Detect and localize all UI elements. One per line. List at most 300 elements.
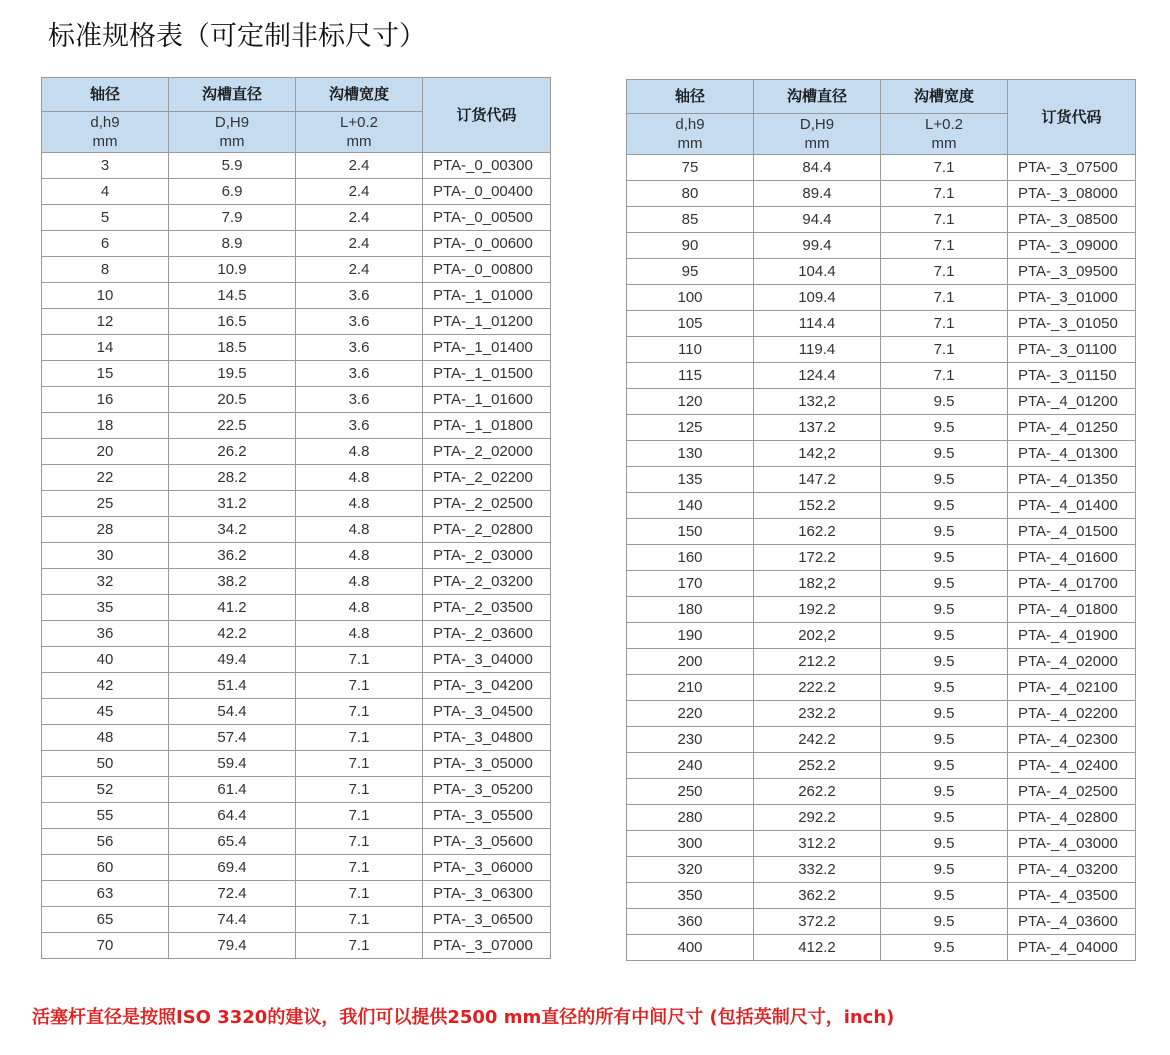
groove-width-cell: 7.1 bbox=[296, 699, 423, 725]
shaft-diameter-cell: 95 bbox=[627, 259, 754, 285]
shaft-diameter-unit: d,h9 mm bbox=[627, 114, 754, 155]
shaft-diameter-cell: 18 bbox=[42, 413, 169, 439]
groove-width-cell: 2.4 bbox=[296, 153, 423, 179]
groove-diameter-cell: 252.2 bbox=[754, 753, 881, 779]
order-code-cell: PTA-_4_01800 bbox=[1008, 597, 1136, 623]
shaft-diameter-cell: 350 bbox=[627, 883, 754, 909]
shaft-diameter-cell: 160 bbox=[627, 545, 754, 571]
order-code-cell: PTA-_2_03000 bbox=[423, 543, 551, 569]
order-code-cell: PTA-_3_01050 bbox=[1008, 311, 1136, 337]
table-row bbox=[42, 413, 551, 439]
table-row bbox=[42, 725, 551, 751]
groove-width-cell: 4.8 bbox=[296, 595, 423, 621]
groove-diameter-cell: 412.2 bbox=[754, 935, 881, 961]
shaft-diameter-cell: 15 bbox=[42, 361, 169, 387]
groove-diameter-cell: 94.4 bbox=[754, 207, 881, 233]
footnote: 活塞杆直径是按照ISO 3320的建议，我们可以提供2500 mm直径的所有中间尺寸 (包括英制尺寸，inch) bbox=[32, 1007, 895, 1028]
shaft-diameter-cell: 55 bbox=[42, 803, 169, 829]
order-code-cell: PTA-_2_02200 bbox=[423, 465, 551, 491]
table-row bbox=[42, 829, 551, 855]
table-row bbox=[627, 831, 1136, 857]
table-row bbox=[627, 285, 1136, 311]
groove-width-cell: 7.1 bbox=[296, 725, 423, 751]
table-row bbox=[42, 907, 551, 933]
order-code-cell: PTA-_4_02000 bbox=[1008, 649, 1136, 675]
order-code-cell: PTA-_4_01250 bbox=[1008, 415, 1136, 441]
table-row bbox=[627, 753, 1136, 779]
order-code-cell: PTA-_3_06000 bbox=[423, 855, 551, 881]
groove-width-header: 沟槽宽度 bbox=[881, 80, 1008, 114]
groove-diameter-cell: 372.2 bbox=[754, 909, 881, 935]
groove-diameter-cell: 142,2 bbox=[754, 441, 881, 467]
table-row bbox=[627, 441, 1136, 467]
table-row bbox=[42, 803, 551, 829]
groove-width-cell: 7.1 bbox=[296, 881, 423, 907]
groove-width-cell: 3.6 bbox=[296, 361, 423, 387]
groove-width-cell: 9.5 bbox=[881, 623, 1008, 649]
shaft-diameter-cell: 10 bbox=[42, 283, 169, 309]
groove-width-cell: 9.5 bbox=[881, 935, 1008, 961]
table-row bbox=[42, 179, 551, 205]
groove-width-cell: 9.5 bbox=[881, 389, 1008, 415]
shaft-diameter-cell: 200 bbox=[627, 649, 754, 675]
groove-diameter-cell: 137.2 bbox=[754, 415, 881, 441]
shaft-diameter-cell: 75 bbox=[627, 155, 754, 181]
table-row bbox=[42, 231, 551, 257]
shaft-diameter-cell: 240 bbox=[627, 753, 754, 779]
table-row bbox=[42, 621, 551, 647]
groove-diameter-cell: 57.4 bbox=[169, 725, 296, 751]
table-row bbox=[42, 335, 551, 361]
table-row bbox=[627, 389, 1136, 415]
groove-width-cell: 4.8 bbox=[296, 491, 423, 517]
table-row bbox=[627, 701, 1136, 727]
shaft-diameter-cell: 250 bbox=[627, 779, 754, 805]
groove-width-cell: 7.1 bbox=[881, 363, 1008, 389]
groove-width-cell: 9.5 bbox=[881, 909, 1008, 935]
shaft-diameter-cell: 280 bbox=[627, 805, 754, 831]
table-row bbox=[627, 649, 1136, 675]
shaft-diameter-cell: 32 bbox=[42, 569, 169, 595]
order-code-cell: PTA-_4_01350 bbox=[1008, 467, 1136, 493]
table-row bbox=[42, 569, 551, 595]
groove-width-cell: 3.6 bbox=[296, 335, 423, 361]
groove-diameter-cell: 192.2 bbox=[754, 597, 881, 623]
groove-width-cell: 9.5 bbox=[881, 831, 1008, 857]
groove-diameter-cell: 49.4 bbox=[169, 647, 296, 673]
order-code-header: 订货代码 bbox=[423, 78, 551, 153]
table-row bbox=[42, 543, 551, 569]
shaft-diameter-cell: 28 bbox=[42, 517, 169, 543]
table-row bbox=[42, 933, 551, 959]
order-code-cell: PTA-_4_01500 bbox=[1008, 519, 1136, 545]
order-code-cell: PTA-_1_01000 bbox=[423, 283, 551, 309]
shaft-diameter-cell: 56 bbox=[42, 829, 169, 855]
order-code-cell: PTA-_3_06500 bbox=[423, 907, 551, 933]
table-row bbox=[627, 415, 1136, 441]
order-code-cell: PTA-_3_01100 bbox=[1008, 337, 1136, 363]
shaft-diameter-cell: 135 bbox=[627, 467, 754, 493]
groove-width-cell: 7.1 bbox=[881, 233, 1008, 259]
groove-width-cell: 3.6 bbox=[296, 309, 423, 335]
table-row bbox=[627, 519, 1136, 545]
shaft-diameter-cell: 190 bbox=[627, 623, 754, 649]
groove-diameter-cell: 64.4 bbox=[169, 803, 296, 829]
shaft-diameter-cell: 180 bbox=[627, 597, 754, 623]
groove-width-cell: 3.6 bbox=[296, 283, 423, 309]
table-row bbox=[42, 153, 551, 179]
groove-width-cell: 9.5 bbox=[881, 727, 1008, 753]
table-row bbox=[627, 779, 1136, 805]
groove-width-cell: 7.1 bbox=[296, 673, 423, 699]
order-code-cell: PTA-_2_02800 bbox=[423, 517, 551, 543]
groove-width-cell: 7.1 bbox=[881, 259, 1008, 285]
table-row bbox=[42, 491, 551, 517]
shaft-diameter-cell: 6 bbox=[42, 231, 169, 257]
table-row bbox=[627, 675, 1136, 701]
groove-diameter-cell: 172.2 bbox=[754, 545, 881, 571]
groove-diameter-cell: 124.4 bbox=[754, 363, 881, 389]
groove-width-header: 沟槽宽度 bbox=[296, 78, 423, 112]
groove-diameter-cell: 109.4 bbox=[754, 285, 881, 311]
order-code-cell: PTA-_3_08500 bbox=[1008, 207, 1136, 233]
groove-width-cell: 9.5 bbox=[881, 519, 1008, 545]
groove-diameter-header: 沟槽直径 bbox=[754, 80, 881, 114]
order-code-cell: PTA-_3_08000 bbox=[1008, 181, 1136, 207]
groove-width-cell: 9.5 bbox=[881, 571, 1008, 597]
groove-width-unit: L+0.2 mm bbox=[881, 114, 1008, 155]
shaft-diameter-cell: 63 bbox=[42, 881, 169, 907]
order-code-cell: PTA-_2_03600 bbox=[423, 621, 551, 647]
groove-diameter-cell: 72.4 bbox=[169, 881, 296, 907]
groove-width-cell: 4.8 bbox=[296, 439, 423, 465]
shaft-diameter-cell: 100 bbox=[627, 285, 754, 311]
shaft-diameter-unit: d,h9 mm bbox=[42, 112, 169, 153]
shaft-diameter-cell: 85 bbox=[627, 207, 754, 233]
table-row bbox=[42, 439, 551, 465]
groove-diameter-cell: 14.5 bbox=[169, 283, 296, 309]
order-code-cell: PTA-_4_01400 bbox=[1008, 493, 1136, 519]
order-code-cell: PTA-_3_05600 bbox=[423, 829, 551, 855]
groove-width-cell: 9.5 bbox=[881, 857, 1008, 883]
groove-width-cell: 7.1 bbox=[296, 647, 423, 673]
shaft-diameter-cell: 52 bbox=[42, 777, 169, 803]
groove-diameter-cell: 28.2 bbox=[169, 465, 296, 491]
shaft-diameter-cell: 48 bbox=[42, 725, 169, 751]
shaft-diameter-header: 轴径 bbox=[627, 80, 754, 114]
groove-width-cell: 3.6 bbox=[296, 387, 423, 413]
groove-diameter-cell: 212.2 bbox=[754, 649, 881, 675]
groove-diameter-cell: 19.5 bbox=[169, 361, 296, 387]
shaft-diameter-cell: 150 bbox=[627, 519, 754, 545]
groove-diameter-cell: 119.4 bbox=[754, 337, 881, 363]
groove-width-cell: 7.1 bbox=[296, 907, 423, 933]
table-row bbox=[42, 387, 551, 413]
table-row bbox=[627, 337, 1136, 363]
table-row bbox=[627, 467, 1136, 493]
order-code-cell: PTA-_4_01300 bbox=[1008, 441, 1136, 467]
shaft-diameter-cell: 170 bbox=[627, 571, 754, 597]
groove-width-cell: 9.5 bbox=[881, 649, 1008, 675]
order-code-cell: PTA-_0_00500 bbox=[423, 205, 551, 231]
shaft-diameter-cell: 210 bbox=[627, 675, 754, 701]
groove-width-cell: 7.1 bbox=[296, 803, 423, 829]
order-code-cell: PTA-_4_02500 bbox=[1008, 779, 1136, 805]
shaft-diameter-cell: 300 bbox=[627, 831, 754, 857]
groove-diameter-cell: 104.4 bbox=[754, 259, 881, 285]
table-row bbox=[627, 259, 1136, 285]
groove-diameter-cell: 36.2 bbox=[169, 543, 296, 569]
groove-width-cell: 9.5 bbox=[881, 545, 1008, 571]
groove-diameter-cell: 162.2 bbox=[754, 519, 881, 545]
shaft-diameter-cell: 12 bbox=[42, 309, 169, 335]
shaft-diameter-cell: 400 bbox=[627, 935, 754, 961]
groove-width-cell: 9.5 bbox=[881, 805, 1008, 831]
groove-width-cell: 4.8 bbox=[296, 465, 423, 491]
groove-width-cell: 9.5 bbox=[881, 467, 1008, 493]
groove-width-cell: 4.8 bbox=[296, 543, 423, 569]
groove-diameter-cell: 20.5 bbox=[169, 387, 296, 413]
shaft-diameter-cell: 36 bbox=[42, 621, 169, 647]
table-row bbox=[627, 155, 1136, 181]
table-row bbox=[627, 909, 1136, 935]
order-code-cell: PTA-_4_02400 bbox=[1008, 753, 1136, 779]
table-row bbox=[627, 233, 1136, 259]
groove-width-cell: 7.1 bbox=[881, 337, 1008, 363]
order-code-cell: PTA-_3_04200 bbox=[423, 673, 551, 699]
groove-diameter-cell: 99.4 bbox=[754, 233, 881, 259]
shaft-diameter-cell: 115 bbox=[627, 363, 754, 389]
order-code-cell: PTA-_4_03600 bbox=[1008, 909, 1136, 935]
shaft-diameter-cell: 230 bbox=[627, 727, 754, 753]
shaft-diameter-cell: 8 bbox=[42, 257, 169, 283]
groove-diameter-cell: 147.2 bbox=[754, 467, 881, 493]
shaft-diameter-cell: 35 bbox=[42, 595, 169, 621]
groove-diameter-cell: 362.2 bbox=[754, 883, 881, 909]
order-code-cell: PTA-_4_01200 bbox=[1008, 389, 1136, 415]
table-row bbox=[42, 283, 551, 309]
table-row bbox=[627, 311, 1136, 337]
order-code-cell: PTA-_1_01800 bbox=[423, 413, 551, 439]
shaft-diameter-cell: 90 bbox=[627, 233, 754, 259]
table-row bbox=[627, 727, 1136, 753]
table-row bbox=[42, 777, 551, 803]
order-code-cell: PTA-_4_03000 bbox=[1008, 831, 1136, 857]
groove-diameter-cell: 5.9 bbox=[169, 153, 296, 179]
table-row bbox=[42, 647, 551, 673]
table-row bbox=[42, 855, 551, 881]
groove-diameter-cell: 61.4 bbox=[169, 777, 296, 803]
shaft-diameter-cell: 125 bbox=[627, 415, 754, 441]
groove-diameter-cell: 132,2 bbox=[754, 389, 881, 415]
groove-diameter-cell: 242.2 bbox=[754, 727, 881, 753]
groove-width-cell: 9.5 bbox=[881, 415, 1008, 441]
shaft-diameter-cell: 50 bbox=[42, 751, 169, 777]
order-code-cell: PTA-_4_01700 bbox=[1008, 571, 1136, 597]
shaft-diameter-cell: 60 bbox=[42, 855, 169, 881]
groove-diameter-cell: 7.9 bbox=[169, 205, 296, 231]
page-title: 标准规格表（可定制非标尺寸） bbox=[48, 21, 426, 52]
order-code-cell: PTA-_3_09000 bbox=[1008, 233, 1136, 259]
groove-diameter-cell: 292.2 bbox=[754, 805, 881, 831]
groove-width-cell: 7.1 bbox=[881, 285, 1008, 311]
order-code-cell: PTA-_2_02000 bbox=[423, 439, 551, 465]
order-code-cell: PTA-_4_02200 bbox=[1008, 701, 1136, 727]
order-code-cell: PTA-_3_07000 bbox=[423, 933, 551, 959]
groove-width-cell: 7.1 bbox=[296, 855, 423, 881]
shaft-diameter-cell: 30 bbox=[42, 543, 169, 569]
shaft-diameter-cell: 20 bbox=[42, 439, 169, 465]
shaft-diameter-cell: 360 bbox=[627, 909, 754, 935]
order-code-cell: PTA-_1_01200 bbox=[423, 309, 551, 335]
groove-diameter-cell: 26.2 bbox=[169, 439, 296, 465]
groove-diameter-cell: 232.2 bbox=[754, 701, 881, 727]
groove-diameter-cell: 182,2 bbox=[754, 571, 881, 597]
order-code-cell: PTA-_4_03200 bbox=[1008, 857, 1136, 883]
table-row bbox=[42, 673, 551, 699]
groove-diameter-cell: 8.9 bbox=[169, 231, 296, 257]
order-code-header: 订货代码 bbox=[1008, 80, 1136, 155]
groove-diameter-header: 沟槽直径 bbox=[169, 78, 296, 112]
groove-diameter-cell: 22.5 bbox=[169, 413, 296, 439]
table-row bbox=[627, 883, 1136, 909]
groove-diameter-cell: 202,2 bbox=[754, 623, 881, 649]
order-code-cell: PTA-_3_09500 bbox=[1008, 259, 1136, 285]
table-row bbox=[42, 517, 551, 543]
groove-diameter-cell: 16.5 bbox=[169, 309, 296, 335]
table-row bbox=[42, 309, 551, 335]
shaft-diameter-cell: 14 bbox=[42, 335, 169, 361]
groove-diameter-cell: 6.9 bbox=[169, 179, 296, 205]
shaft-diameter-cell: 4 bbox=[42, 179, 169, 205]
shaft-diameter-header: 轴径 bbox=[42, 78, 169, 112]
groove-width-cell: 9.5 bbox=[881, 753, 1008, 779]
shaft-diameter-cell: 65 bbox=[42, 907, 169, 933]
groove-diameter-cell: 79.4 bbox=[169, 933, 296, 959]
order-code-cell: PTA-_0_00400 bbox=[423, 179, 551, 205]
groove-width-cell: 7.1 bbox=[296, 829, 423, 855]
groove-width-cell: 2.4 bbox=[296, 231, 423, 257]
table-row bbox=[42, 751, 551, 777]
groove-width-cell: 7.1 bbox=[881, 207, 1008, 233]
order-code-cell: PTA-_4_01900 bbox=[1008, 623, 1136, 649]
table-row bbox=[627, 363, 1136, 389]
table-row bbox=[627, 181, 1136, 207]
order-code-cell: PTA-_3_05500 bbox=[423, 803, 551, 829]
table-row bbox=[627, 545, 1136, 571]
order-code-cell: PTA-_4_02300 bbox=[1008, 727, 1136, 753]
groove-diameter-cell: 152.2 bbox=[754, 493, 881, 519]
groove-width-cell: 7.1 bbox=[296, 751, 423, 777]
groove-diameter-cell: 42.2 bbox=[169, 621, 296, 647]
shaft-diameter-cell: 120 bbox=[627, 389, 754, 415]
groove-diameter-cell: 10.9 bbox=[169, 257, 296, 283]
table-row bbox=[627, 571, 1136, 597]
groove-diameter-cell: 38.2 bbox=[169, 569, 296, 595]
groove-diameter-cell: 31.2 bbox=[169, 491, 296, 517]
order-code-cell: PTA-_4_02800 bbox=[1008, 805, 1136, 831]
groove-width-cell: 7.1 bbox=[881, 155, 1008, 181]
groove-width-cell: 9.5 bbox=[881, 493, 1008, 519]
table-row bbox=[627, 805, 1136, 831]
table-row bbox=[42, 595, 551, 621]
groove-diameter-cell: 262.2 bbox=[754, 779, 881, 805]
shaft-diameter-cell: 110 bbox=[627, 337, 754, 363]
groove-diameter-cell: 89.4 bbox=[754, 181, 881, 207]
order-code-cell: PTA-_4_03500 bbox=[1008, 883, 1136, 909]
table-row bbox=[42, 257, 551, 283]
spec-table-left bbox=[41, 77, 551, 959]
order-code-cell: PTA-_3_04500 bbox=[423, 699, 551, 725]
groove-width-cell: 2.4 bbox=[296, 179, 423, 205]
groove-width-cell: 9.5 bbox=[881, 441, 1008, 467]
order-code-cell: PTA-_3_01000 bbox=[1008, 285, 1136, 311]
groove-width-cell: 2.4 bbox=[296, 205, 423, 231]
table-row bbox=[42, 205, 551, 231]
groove-width-unit: L+0.2 mm bbox=[296, 112, 423, 153]
groove-width-cell: 7.1 bbox=[881, 181, 1008, 207]
order-code-cell: PTA-_1_01500 bbox=[423, 361, 551, 387]
groove-diameter-cell: 59.4 bbox=[169, 751, 296, 777]
shaft-diameter-cell: 320 bbox=[627, 857, 754, 883]
groove-diameter-cell: 69.4 bbox=[169, 855, 296, 881]
order-code-cell: PTA-_1_01600 bbox=[423, 387, 551, 413]
groove-width-cell: 9.5 bbox=[881, 675, 1008, 701]
groove-diameter-cell: 84.4 bbox=[754, 155, 881, 181]
groove-diameter-cell: 34.2 bbox=[169, 517, 296, 543]
groove-width-cell: 4.8 bbox=[296, 621, 423, 647]
shaft-diameter-cell: 40 bbox=[42, 647, 169, 673]
groove-diameter-cell: 41.2 bbox=[169, 595, 296, 621]
groove-width-cell: 4.8 bbox=[296, 517, 423, 543]
order-code-cell: PTA-_3_04000 bbox=[423, 647, 551, 673]
groove-width-cell: 4.8 bbox=[296, 569, 423, 595]
shaft-diameter-cell: 5 bbox=[42, 205, 169, 231]
groove-diameter-cell: 222.2 bbox=[754, 675, 881, 701]
groove-diameter-cell: 51.4 bbox=[169, 673, 296, 699]
order-code-cell: PTA-_4_02100 bbox=[1008, 675, 1136, 701]
groove-diameter-cell: 332.2 bbox=[754, 857, 881, 883]
order-code-cell: PTA-_2_02500 bbox=[423, 491, 551, 517]
order-code-cell: PTA-_2_03200 bbox=[423, 569, 551, 595]
table-row bbox=[42, 361, 551, 387]
order-code-cell: PTA-_2_03500 bbox=[423, 595, 551, 621]
groove-width-cell: 7.1 bbox=[296, 777, 423, 803]
groove-width-cell: 2.4 bbox=[296, 257, 423, 283]
order-code-cell: PTA-_4_01600 bbox=[1008, 545, 1136, 571]
table-row bbox=[42, 465, 551, 491]
groove-width-cell: 3.6 bbox=[296, 413, 423, 439]
order-code-cell: PTA-_3_01150 bbox=[1008, 363, 1136, 389]
groove-diameter-cell: 74.4 bbox=[169, 907, 296, 933]
groove-diameter-unit: D,H9 mm bbox=[169, 112, 296, 153]
groove-width-cell: 9.5 bbox=[881, 597, 1008, 623]
shaft-diameter-cell: 16 bbox=[42, 387, 169, 413]
groove-diameter-cell: 114.4 bbox=[754, 311, 881, 337]
groove-width-cell: 9.5 bbox=[881, 779, 1008, 805]
order-code-cell: PTA-_3_07500 bbox=[1008, 155, 1136, 181]
groove-width-cell: 7.1 bbox=[296, 933, 423, 959]
order-code-cell: PTA-_0_00600 bbox=[423, 231, 551, 257]
spec-table-right bbox=[626, 79, 1136, 961]
shaft-diameter-cell: 22 bbox=[42, 465, 169, 491]
table-row bbox=[627, 493, 1136, 519]
groove-diameter-cell: 18.5 bbox=[169, 335, 296, 361]
order-code-cell: PTA-_1_01400 bbox=[423, 335, 551, 361]
shaft-diameter-cell: 70 bbox=[42, 933, 169, 959]
spec-table-left-body bbox=[42, 153, 551, 959]
shaft-diameter-cell: 130 bbox=[627, 441, 754, 467]
